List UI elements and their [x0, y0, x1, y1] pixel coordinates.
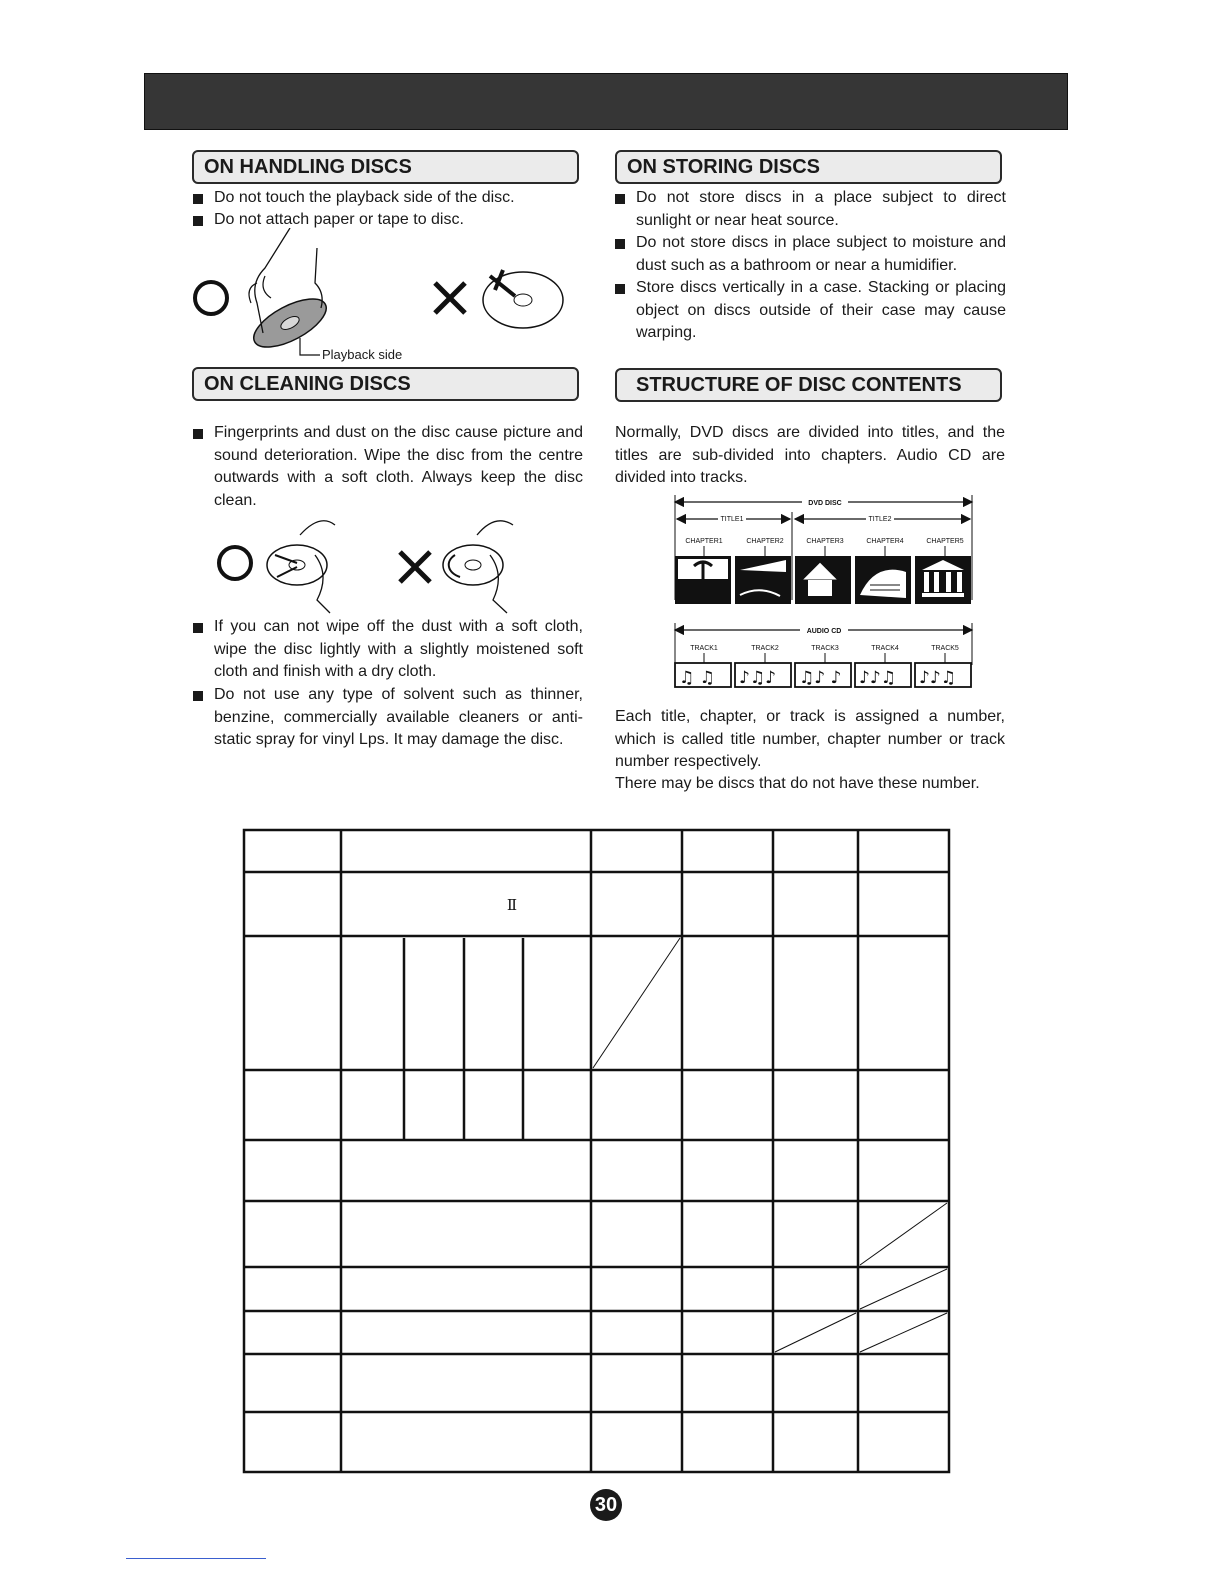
- title2-label: TITLE2: [868, 516, 892, 523]
- chapter5-label: CHAPTER5: [926, 538, 964, 545]
- dvd-disc-label: DVD DISC: [808, 500, 842, 507]
- storing-bullet-3: Store discs vertically in a case. Stacking or placing object on discs outside of their case may cause warping.: [615, 277, 1006, 345]
- storing-bullet-1: Do not store discs in a place subject to direct sunlight or near heat source.: [615, 187, 1006, 232]
- footer-link-line: [126, 1558, 266, 1559]
- chapter4-label: CHAPTER4: [866, 538, 904, 545]
- cleaning-bullet-3: Do not use any type of solvent such as thinner, benzine, commercially available cleaners or anti-static spray for vinyl Lps. It may damage the disc.: [193, 684, 583, 752]
- disc-structure-diagram: [670, 490, 980, 695]
- track4-label: TRACK4: [871, 645, 899, 652]
- structure-intro: Normally, DVD discs are divided into titles, and the titles are sub-divided into chapters. Audio CD are divided into tracks.: [615, 424, 1005, 486]
- svg-text:♪♪♫: ♪♪♫: [859, 668, 896, 688]
- chapter-pictures: [675, 556, 971, 604]
- structure-outro-2: There may be discs that do not have these number.: [615, 775, 980, 792]
- title1-label: TITLE1: [720, 516, 744, 523]
- structure-heading: STRUCTURE OF DISC CONTENTS: [615, 368, 1002, 402]
- svg-text:♫ ♫: ♫ ♫: [679, 668, 715, 688]
- handling-bullet-2: Do not attach paper or tape to disc.: [193, 209, 583, 232]
- track2-label: TRACK2: [751, 645, 779, 652]
- structure-outro: Each title, chapter, or track is assigned a number, which is called title number, chapter number or track number respectively.: [615, 708, 1005, 770]
- chapter3-label: CHAPTER3: [806, 538, 844, 545]
- svg-text:♪♪♫: ♪♪♫: [919, 668, 956, 688]
- disc-wipe-bad-icon: [443, 545, 503, 585]
- page-number: 30: [590, 1489, 622, 1521]
- header-banner: [144, 73, 1068, 130]
- storing-bullet-2: Do not store discs in place subject to moisture and dust such as a bathroom or near a humidifier.: [615, 232, 1006, 277]
- svg-text:♪♫♪: ♪♫♪: [739, 668, 776, 688]
- cleaning-bullet-2: If you can not wipe off the dust with a soft cloth, wipe the disc lightly with a slightly moistened soft cloth and finish with a dry cloth.: [193, 616, 583, 684]
- disc-wipe-ok-icon: [267, 545, 327, 585]
- handling-heading: ON HANDLING DISCS: [192, 150, 579, 184]
- cleaning-bullet-1: Fingerprints and dust on the disc cause picture and sound deterioration. Wipe the disc from the centre outwards with a soft cloth. Always keep the disc clean.: [193, 422, 583, 512]
- chapter1-label: CHAPTER1: [685, 538, 723, 545]
- handling-bullet-1: Do not touch the playback side of the disc.: [193, 187, 583, 210]
- chapter2-label: CHAPTER2: [746, 538, 784, 545]
- track3-label: TRACK3: [811, 645, 839, 652]
- roman-numeral-mark: Ⅱ: [506, 896, 518, 914]
- ok-circle-icon: [219, 547, 251, 579]
- track1-label: TRACK1: [690, 645, 718, 652]
- track5-label: TRACK5: [931, 645, 959, 652]
- playback-side-caption: Playback side: [322, 347, 403, 362]
- ok-circle-icon: [195, 282, 227, 314]
- spec-table-grid: [240, 826, 954, 1478]
- audio-cd-label: AUDIO CD: [806, 628, 842, 635]
- svg-text:♫♪ ♪: ♫♪ ♪: [799, 668, 842, 688]
- storing-heading: ON STORING DISCS: [615, 150, 1002, 184]
- cleaning-illustration: [205, 515, 535, 615]
- cleaning-heading: ON CLEANING DISCS: [192, 367, 579, 401]
- handling-illustration: [185, 228, 585, 358]
